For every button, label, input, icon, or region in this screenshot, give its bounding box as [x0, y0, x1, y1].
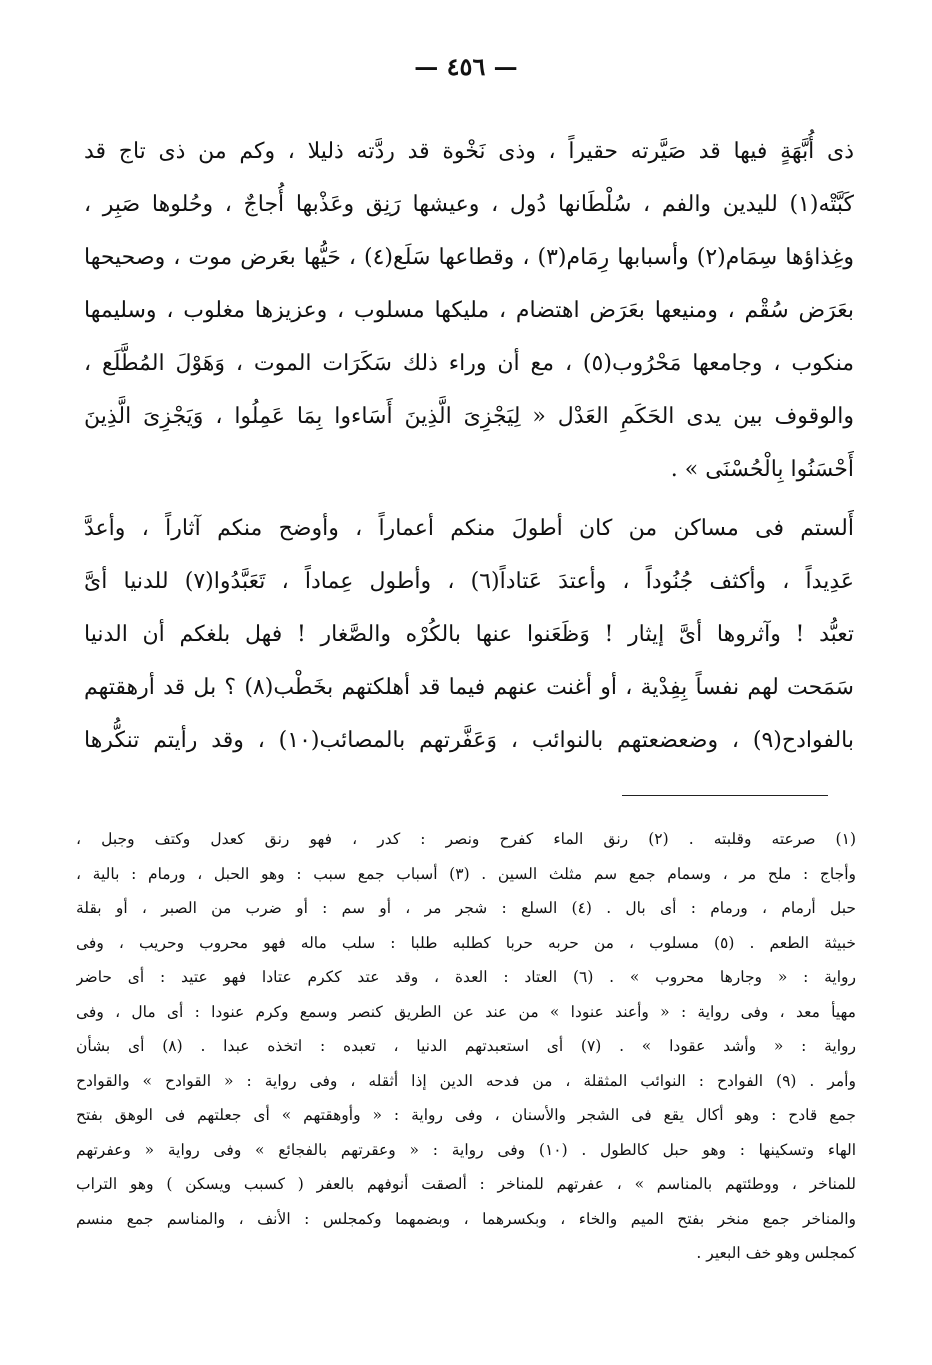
- footnote-line: وأجاج : ملح مر ، وسمام جمع سم مثلث السين . (٣) أسباب جمع سبب : وهو الحبل ، ورمام : بالية ،: [76, 864, 856, 883]
- text-line: بالفوادح(٩) ، وضعضعتهم بالنوائب ، وَعَفَّرتهم بالمصائب(١٠) ، وقد رأيتم تنكُّرها: [84, 728, 854, 753]
- page-number: — ٤٥٦ —: [414, 52, 518, 81]
- footnote-line: للمناخر ، ووطئتهم بالمناسم » ، عفرتهم للمناخر : ألصقت أنوفهم بالعفر ( كسبب ويسكن ) وهو التراب: [76, 1175, 856, 1193]
- text-line: عَدِيداً ، وأكثف جُنُوداً ، وأعتدَ عَتاداً(٦) ، وأطول عِماداً ، تَعَبَّدُوا(٧) للدنيا أىَّ: [84, 569, 854, 594]
- text-line: منكوب ، وجامعها مَحْرُوب(٥) ، مع أن وراء ذلك سَكَرَات الموت ، وَهَوْلَ المُطَّلَع ،: [84, 351, 854, 376]
- text-line: أَحْسَنُوا بِالْحُسْنَى » .: [670, 457, 854, 482]
- text-line: وغِذاؤها سِمَام(٢) وأسبابها رِمَام(٣) ، وقطاعها سَلَع(٤) ، حَيُّها بعَرض موت ، وصحيحها: [84, 245, 854, 270]
- paragraph-2: [84, 502, 854, 767]
- footnotes: [76, 822, 856, 1271]
- text-line: تعبُّد ! وآثروها أىَّ إيثار ! وَظَعَنوا عنها بالكُرْه والصَّغار ! فهل بلغكم أن الدنيا: [84, 622, 854, 647]
- text-line: بعَرَض سُقْم ، ومنيعها بعَرَض اهتضام ، مليكها مسلوب ، وعزيزها مغلوب ، وسليمها: [84, 298, 854, 323]
- footnote-line: وأمر . (٩) الفوادح : النوائب المثقلة ، من فدحه الدين إذا أثقله ، وفى رواية : « القوادح » والقوادح: [76, 1071, 856, 1090]
- footnote-line: جمع قادح : وهو أكال يقع فى الشجر والأسنان ، وفى رواية : « وأوهقتهم » أى جعلتهم فى الوهق بفتح: [76, 1106, 856, 1124]
- text-line: والوقوف بين يدى الحَكَمِ العَدْل « لِيَجْزِىَ الَّذِينَ أَسَاءوا بِمَا عَمِلُوا ، وَيَجْزِىَ الَّذِينَ: [84, 404, 854, 429]
- paragraph-1: [84, 125, 854, 496]
- text-line: ذى أُبَّهَةٍ فيها قد صَيَّرته حقيراً ، وذى نَخْوة قد ردَّته ذليلا ، وكم من ذى تاج قد: [84, 139, 854, 164]
- text-line: كَبَّتْه(١) لليدين والفم ، سُلْطَانها دُول ، وعيشها رَنِق وعَذْبها أُجاجٌ ، وحُلوها صَبِر ،: [84, 192, 854, 217]
- footnote-line: الهاء وتسكينها : وهو حبل كالطول . (١٠) وفى رواية : « وعقرتهم بالفجائع » وفى رواية « وعفرتهم: [76, 1140, 856, 1159]
- footnote-separator: [622, 795, 828, 796]
- footnote-line: (١) صرعته وقلبته . (٢) رنق الماء كفرح ونصر : كدر ، فهو رنق كعدل وكتف وجبل ،: [76, 830, 856, 848]
- footnote-line: رواية : « وجارها محروب » . (٦) العتاد : العدة ، وقد عتد ككرم عتادا فهو عتيد : أى حاضر: [76, 968, 856, 986]
- text-line: أَلستم فى مساكن من كان أطولَ منكم أعماراً ، وأوضح منكم آثاراً ، وأعدَّ: [84, 516, 854, 541]
- footnote-line: مهيأ معد ، وفى رواية : « وأعند عنودا » من عند عن الطريق كنصر وسمع وكرم عنودا : أى مال ، وفى: [76, 1002, 856, 1021]
- text-line: سَمَحت لهم نفساً بِفِدْية ، أو أغنت عنهم فيما قد أهلكتهم بخَطْب(٨) ؟ بل قد أرهقتهم: [84, 675, 854, 700]
- footnote-line: والمناخر جمع منخر بفتح الميم والخاء ، وبكسرهما ، وبضمهما وكمجلس : الأنف ، والمناسم جمع منسم: [76, 1209, 856, 1228]
- footnote-line: كمجلس وهو خف البعير .: [696, 1244, 856, 1262]
- footnote-line: رواية : « وأشد عقودا » . (٧) أى استعبدتهم الدنيا ، تعبده : اتخذه عبدا . (٨) أى بشأن: [76, 1037, 856, 1055]
- footnote-line: حبل أرمام ، ورمام : أى بال . (٤) السلع : شجر مر ، أو سم : أو ضرب من الصبر ، أو بقلة: [76, 899, 856, 917]
- footnote-line: خبيثة الطعم . (٥) مسلوب ، من حربه حربا كطلبه طلبا : سلب ماله فهو محروب وحريب ، وفى: [76, 933, 856, 952]
